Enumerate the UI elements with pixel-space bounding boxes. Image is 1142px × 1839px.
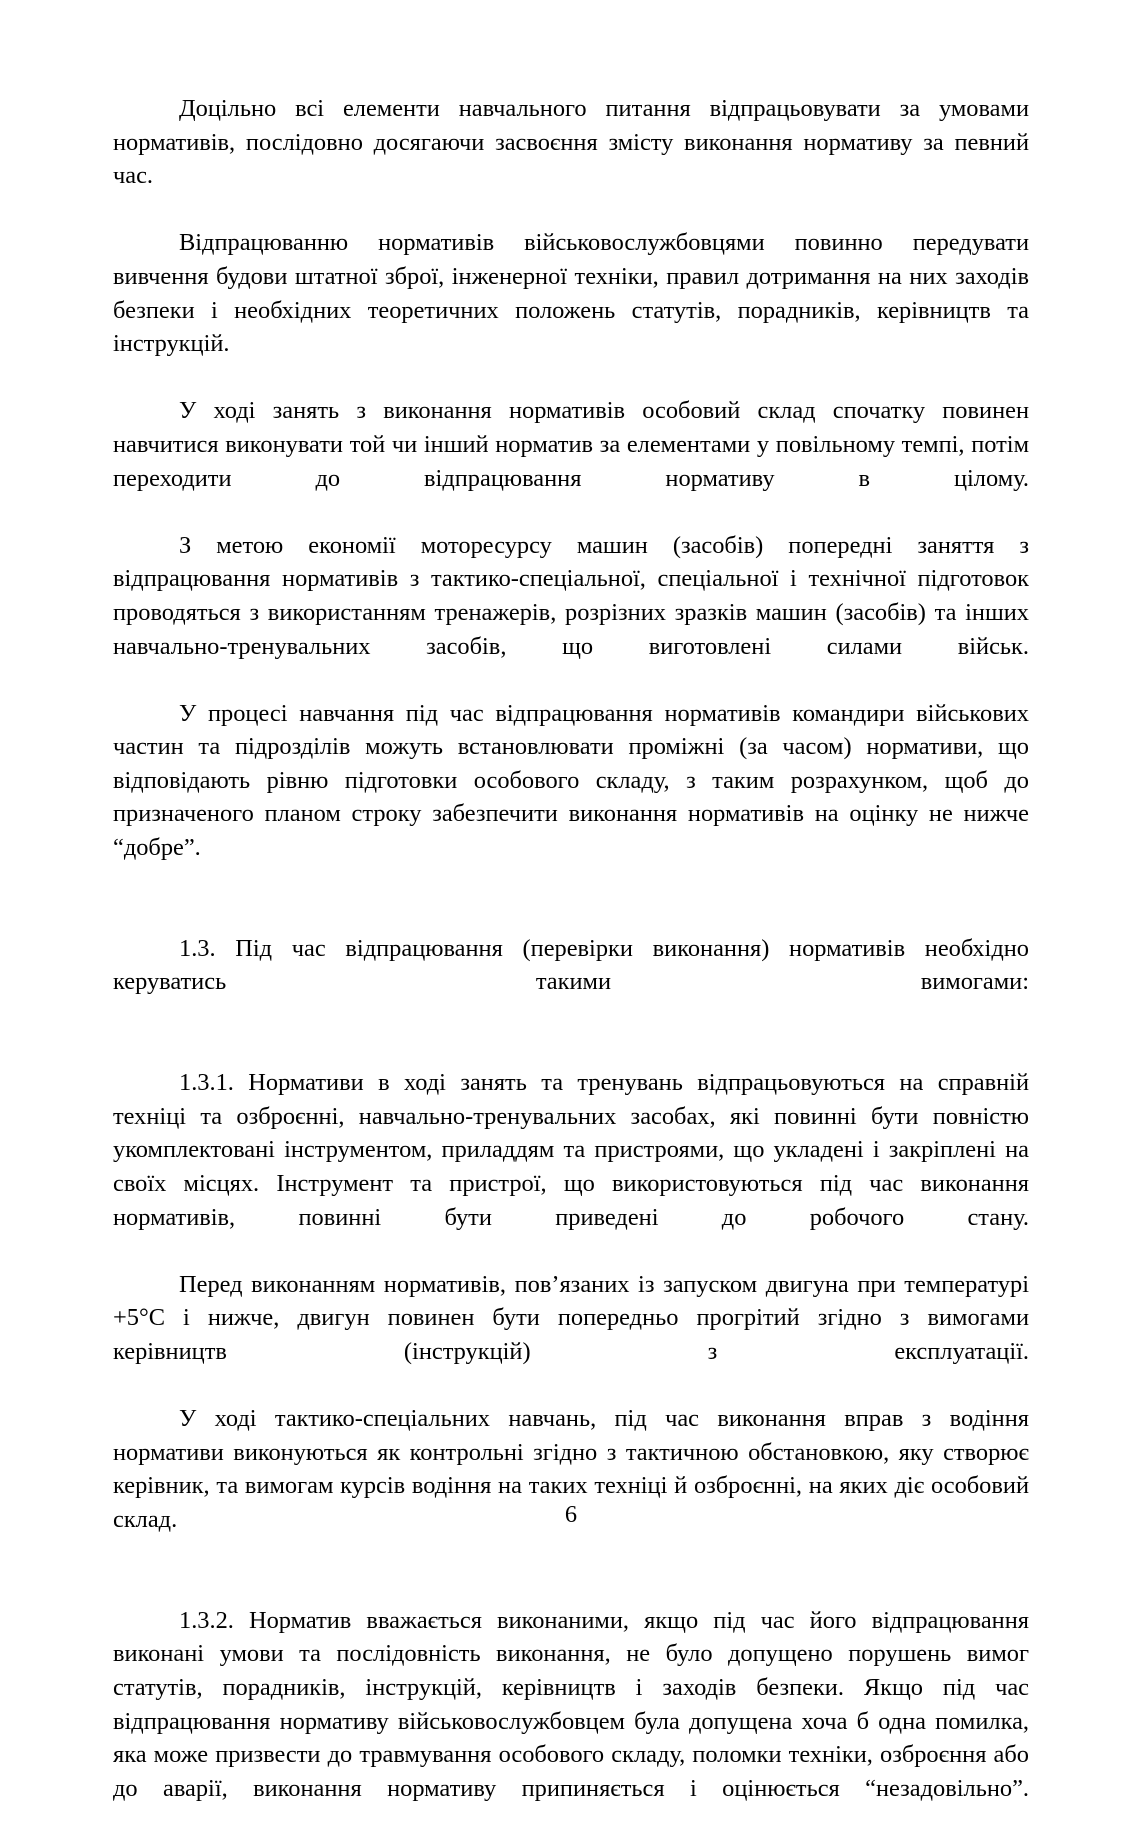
paragraph: Перед виконанням нормативів, пов’язаних із запуском двигуна при температурі +5°C і нижче, двигун повинен бути попередньо прогрітий згідно з вимогами керівництв (інструкцій) з експлуатації. xyxy=(113,1270,1029,1365)
section-paragraph-1-3-1: 1.3.1. Нормативи в ході занять та тренувань відпрацьовуються на справній техніці та озброєнні, навчально-тренувальних засобах, які повинні бути повністю укомплектовані інструментом, приладдям та пристроями, що укладені і закріплені на своїх місцях. Інструмент та пристрої, що використовуються під час виконання нормативів, повинні бути приведені до робочого стану. xyxy=(113,1069,1029,1231)
paragraph: У ході тактико-спеціальних навчань, під час виконання вправ з водіння нормативи виконуються як контрольні згідно з тактичною обстановкою, яку створює керівник, та вимогам курсів водіння на таких техніці й озброєнні, на яких діє особовий склад. xyxy=(113,1405,1029,1533)
page-number: 6 xyxy=(564,1501,578,1528)
section-paragraph-1-3-2: 1.3.2. Норматив вважається виконаними, якщо під час його відпрацювання виконані умови та послідовність виконання, не було допущено порушень вимог статутів, порадників, інструкцій, керівництв і заходів безпеки. Якщо під час відпрацювання нормативу військовослужбовцем була допущена хоча б одна помилка, яка може призвести до травмування особового складу, поломки техніки, озброєння або до аварії, виконання нормативу припиняється і оцінюється “незадовільно”. xyxy=(113,1606,1029,1802)
paragraph: У ході занять з виконання нормативів особовий склад спочатку повинен навчитися виконувати той чи інший норматив за елементами у повільному темпі, потім переходити до відпрацювання нормативу в цілому. xyxy=(113,397,1029,492)
page-body-text xyxy=(113,92,1029,1839)
paragraph: Відпрацюванню нормативів військовослужбовцями повинно передувати вивчення будови штатної зброї, інженерної техніки, правил дотримання на них заходів безпеки і необхідних теоретичних положень статутів, порадників, керівництв та інструкцій. xyxy=(113,229,1029,358)
paragraph: У процесі навчання під час відпрацювання нормативів командири військових частин та підрозділів можуть встановлювати проміжні (за часом) нормативи, що відповідають рівню підготовки особового складу, з таким розрахунком, щоб до призначеного планом строку забезпечити виконання нормативів на оцінку не нижче “добре”. xyxy=(113,699,1029,862)
section-heading-1-3: 1.3. Під час відпрацювання (перевірки виконання) нормативів необхідно керуватись такими вимогами: xyxy=(113,934,1029,996)
paragraph: З метою економії моторесурсу машин (засобів) попередні заняття з відпрацювання нормативів з тактико-спеціальної, спеціальної і технічної підготовок проводяться з використанням тренажерів, розрізних зразків машин (засобів) та інших навчально-тренувальних засобів, що виготовлені силами військ. xyxy=(113,531,1029,660)
paragraph: Доцільно всі елементи навчального питання відпрацьовувати за умовами нормативів, послідовно досягаючи засвоєння змісту виконання нормативу за певний час. xyxy=(113,95,1029,190)
